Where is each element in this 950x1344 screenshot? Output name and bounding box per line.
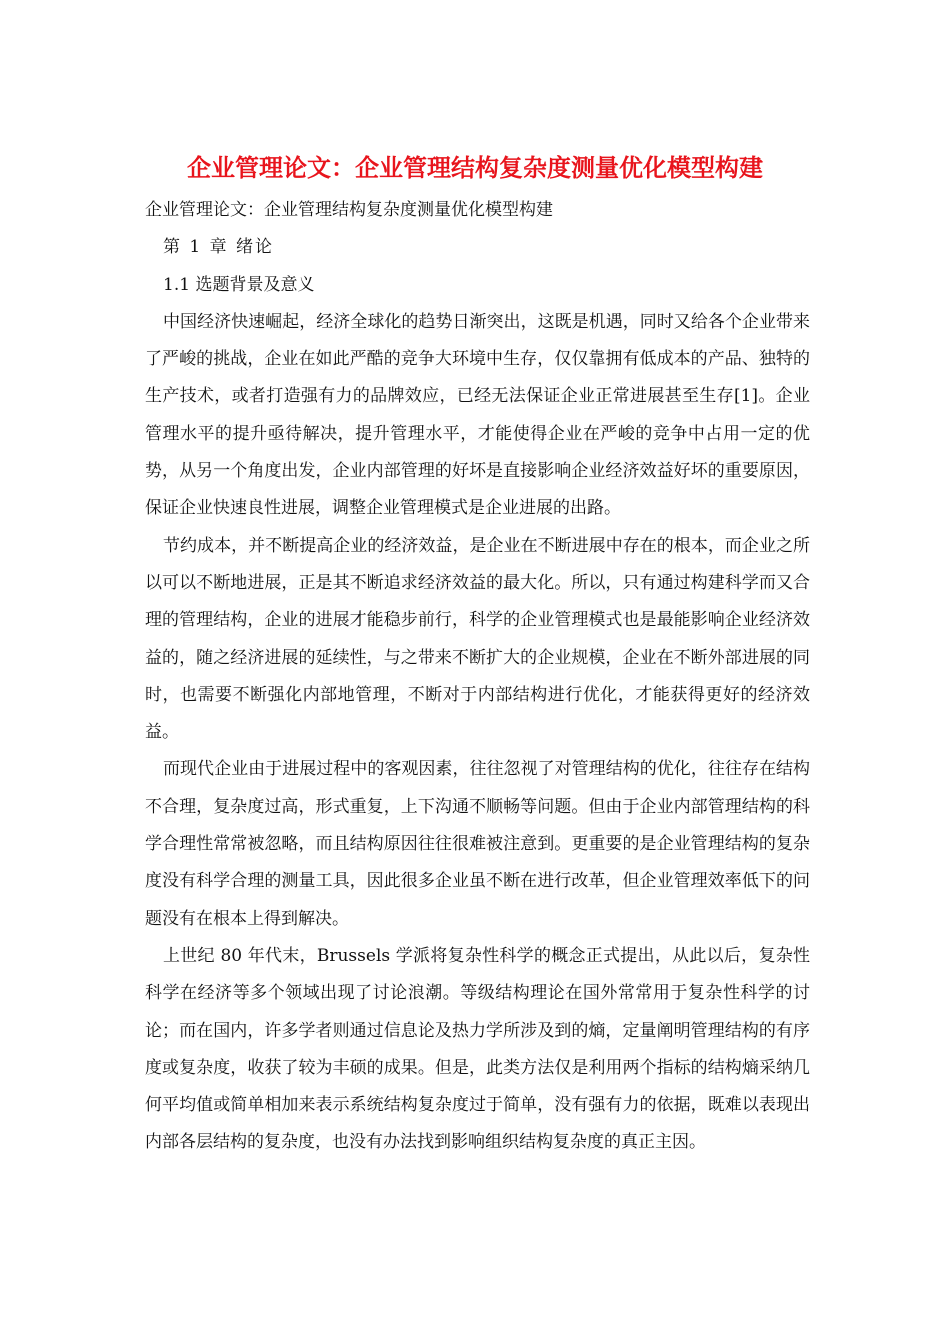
document-title: 企业管理论文：企业管理结构复杂度测量优化模型构建: [187, 153, 763, 182]
paragraph-4: 上世纪 80 年代末，Brussels 学派将复杂性科学的概念正式提出，从此以后，复杂性科学在经济等多个领域出现了讨论浪潮。等级结构理论在国外常常用于复杂性科学的讨论；而在国内，许多学者则通过信息论及热力学所涉及到的熵，定量阐明管理结构的有序度或复杂度，收获了较为丰硕的成果。但是，此类方法仅是利用两个指标的结构熵采纳几何平均值或简单相加来表示系统结构复杂度过于简单，没有强有力的依据，既难以表现出内部各层结构的复杂度，也没有办法找到影响组织结构复杂度的真正主因。: [145, 945, 810, 1153]
paragraph-3: 而现代企业由于进展过程中的客观因素，往往忽视了对管理结构的优化，往往存在结构不合理，复杂度过高，形式重复，上下沟通不顺畅等问题。但由于企业内部管理结构的科学合理性常常被忽略，而且结构原因往往很难被注意到。更重要的是企业管理结构的复杂度没有科学合理的测量工具，因此很多企业虽不断在进行改革，但企业管理效率低下的问题没有在根本上得到解决。: [145, 759, 810, 929]
document-body: [145, 192, 810, 1162]
document-subtitle: 企业管理论文：企业管理结构复杂度测量优化模型构建: [145, 200, 553, 220]
paragraph-2: 节约成本，并不断提高企业的经济效益，是企业在不断进展中存在的根本，而企业之所以可以不断地进展，正是其不断追求经济效益的最大化。所以，只有通过构建科学而又合理的管理结构，企业的进展才能稳步前行，科学的企业管理模式也是最能影响企业经济效益的，随之经济进展的延续性，与之带来不断扩大的企业规模，企业在不断外部进展的同时，也需要不断强化内部地管理，不断对于内部结构进行优化，才能获得更好的经济效益。: [145, 535, 810, 743]
chapter-heading: 第 1 章 绪论: [163, 237, 275, 258]
paragraph-1: 中国经济快速崛起，经济全球化的趋势日渐突出，这既是机遇，同时又给各个企业带来了严峻的挑战，企业在如此严酷的竞争大环境中生存，仅仅靠拥有低成本的产品、独特的生产技术，或者打造强有力的品牌效应，已经无法保证企业正常进展甚至生存[1]。企业管理水平的提升亟待解决，提升管理水平，才能使得企业在严峻的竞争中占用一定的优势，从另一个角度出发，企业内部管理的好坏是直接影响企业经济效益好坏的重要原因，保证企业快速良性进展，调整企业管理模式是企业进展的出路。: [145, 311, 810, 519]
section-heading: 1.1 选题背景及意义: [163, 274, 315, 295]
